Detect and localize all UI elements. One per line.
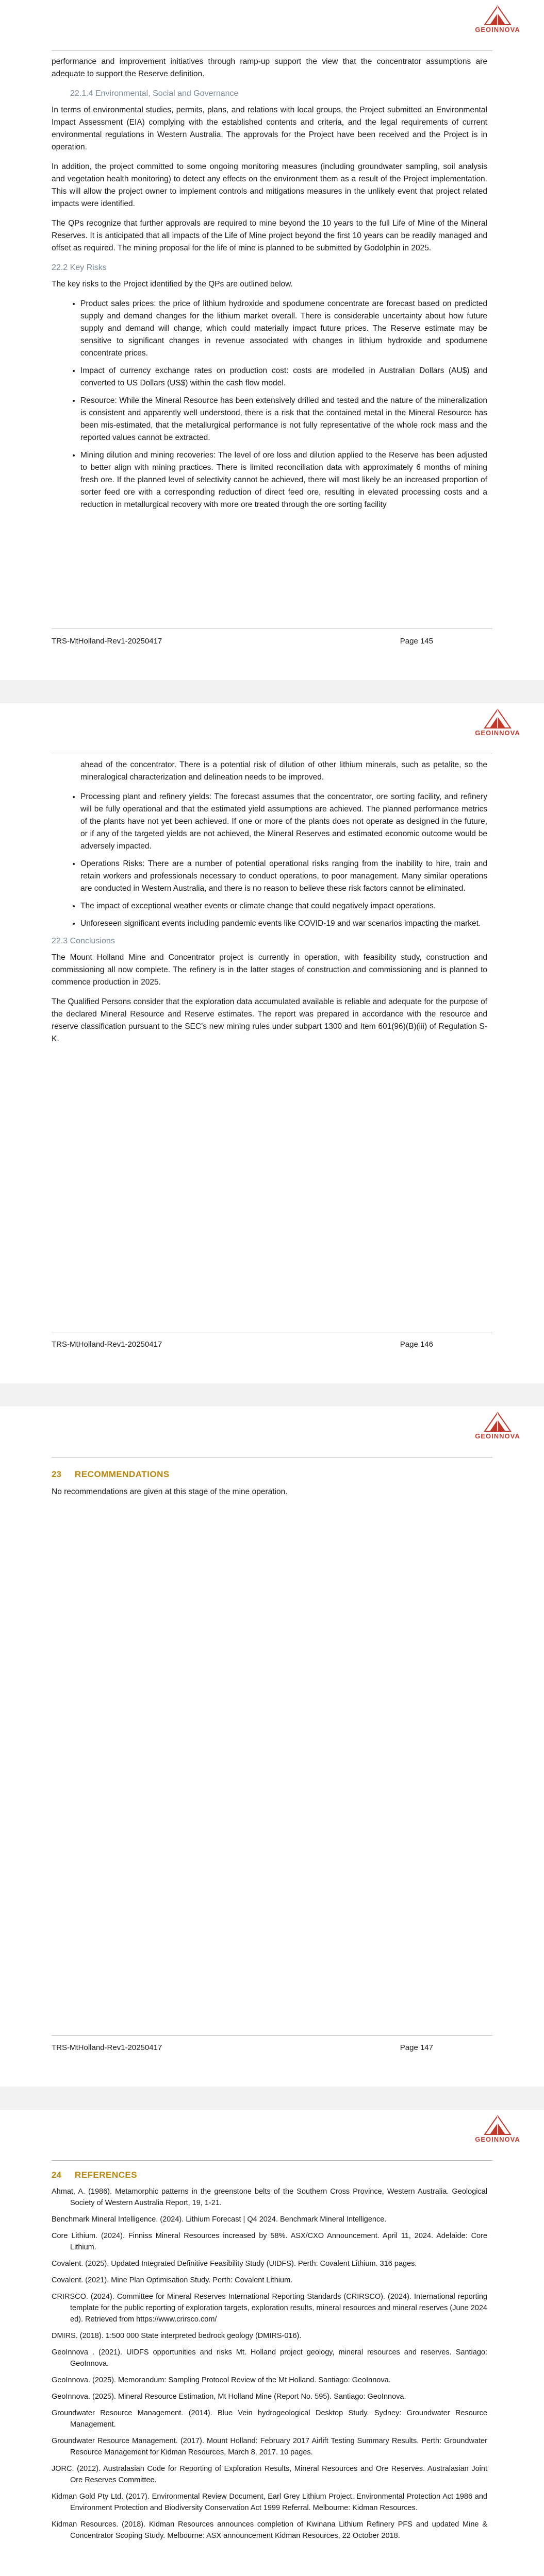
reference-item: Covalent. (2021). Mine Plan Optimisation Study. Perth: Covalent Lithium. [52,2276,293,2284]
paragraph: The Mount Holland Mine and Concentrator project is currently in operation, with feasibility study, construction and commissioning all now complete. The refinery is in the latter stages of construction and commissioning and is planned to commence production in 2025. [52,953,487,987]
page-145 [0,0,544,680]
page-content [52,1468,487,1505]
subsection-heading-22-3: 22.3 Conclusions [52,937,115,945]
intro-paragraph: performance and improvement initiatives through ramp-up support the view that the concentrator assumptions are adequate to support the Reserve definition. [52,57,487,78]
paragraph: In terms of environmental studies, permits, plans, and relations with local groups, the Project submitted an Environmental Impact Assessment (EIA) complying with the established contents and criteria, and the legal requirements of current environmental regulations in Western Australia. The approvals for the Project have been received and the Project is in operation. [52,106,487,151]
list-item: • Product sales prices: the price of lithium hydroxide and spodumene concentrate are forecast based on predicted supply and demand changes for the lithium market overall. There is considerable uncertainty about how future supply and demand will change, which could materially impact future prices. The Reserve estimate may be sensitive to significant changes in revenue associated with changes in lithium hydroxide and spodumene concentrate prices. [80,298,487,360]
list-item: • Resource: While the Mineral Resource has been extensively drilled and tested and the nature of the mineralization is consistent and apparently well understood, there is a risk that the contained metal in the Mineral Resource has been mis-estimated, that the metallurgical performance is not fully representative of the whole rock mass and the reported values cannot be extracted. [80,395,487,444]
header-rule [52,2160,492,2161]
reference-item: Groundwater Resource Management. (2017). Mount Holland: February 2017 Airlift Testing Summary Results. Perth: Groundwater Resource Management for Kidman Resources, March 8, 2017. 10 pages. [52,2437,487,2456]
list-item: • Unforeseen significant events including pandemic events like COVID-19 and war scenarios impacting the market. [80,918,487,930]
reference-item: Covalent. (2025). Updated Integrated Definitive Feasibility Study (UIDFS). Perth: Covalent Lithium. 316 pages. [52,2260,417,2268]
geoinnova-mark-icon [482,4,513,26]
footer-doc-id: TRS-MtHolland-Rev1-20250417 [52,637,162,646]
reference-item: Core Lithium. (2024). Finniss Mineral Resources increased by 58%. ASX/CXO Announcement. April 11, 2024. Adelaide: Core Lithium. [52,2232,487,2251]
reference-item: GeoInnova. (2025). Mineral Resource Estimation, Mt Holland Mine (Report No. 595). Santiago: GeoInnova. [52,2393,406,2401]
logo-text: GEOINNOVA [475,2136,520,2143]
page-content [52,759,487,1053]
reference-item: Ahmat, A. (1986). Metamorphic patterns in the greenstone belts of the Southern Cross Province, Western Australia. Geological Society of Western Australia Report, 19, 1-21. [52,2188,487,2207]
risk-list [52,791,487,930]
list-item: • Processing plant and refinery yields: The forecast assumes that the concentrator, ore sorting facility, and refinery will be fully operational and that the estimated yield assumptions are achieved. The planned performance metrics of the plants have not yet been achieved. If one or more of the plants does not operate as designed in the future, or if any of the targeted yields are not achieved, the Mineral Reserves and estimated economic outcome would be adversely impacted. [80,791,487,853]
geoinnova-mark-icon [482,707,513,729]
section-title: RECOMMENDATIONS [74,1469,170,1479]
geoinnova-logo [467,1411,529,1452]
footer-doc-id: TRS-MtHolland-Rev1-20250417 [52,1340,162,1349]
paragraph: In addition, the project committed to some ongoing monitoring measures (including groundwater sampling, soil analysis and vegetation health monitoring) to detect any effects on the environment them as a result of the Project implementation. This will allow the project owner to implement controls and mitigations measures in the unlikely event that project related impacts were identified. [52,162,487,208]
logo-text: GEOINNOVA [475,26,520,33]
paragraph: The Qualified Persons consider that the exploration data accumulated available is reliable and adequate for the purpose of the declared Mineral Resource and Reserve estimates. The report was prepared in accordance with the resource and reserve classification pursuant to the SEC’s new mining rules under subpart 1300 and Item 601(96)(B)(iii) of Regulation S-K. [52,997,487,1043]
logo-text: GEOINNOVA [475,1432,520,1440]
section-heading-23 [52,1468,487,1481]
geoinnova-mark-icon [482,1411,513,1432]
reference-item: JORC. (2012). Australasian Code for Reporting of Exploration Results, Mineral Resources and Ore Reserves. Australasian Joint Ore Reserves Committee. [52,2465,487,2484]
geoinnova-mark-icon [482,2114,513,2136]
page-148 [0,2110,544,2576]
reference-item: Kidman Resources. (2018). Kidman Resources announces completion of Kwinana Lithium Refinery PFS and updated Mine & Concentrator Scoping Study. Melbourne: ASX announcement Kidman Resources, 22 October 2018. [52,2520,487,2540]
subsection-heading-22-2: 22.2 Key Risks [52,263,107,272]
continued-bullet-text: ahead of the concentrator. There is a potential risk of dilution of other lithium minerals, such as petalite, so the mineralogical characterization and delineation needs to be improved. [80,760,487,782]
footer-page-number: Page 146 [400,1340,433,1349]
page-146 [0,703,544,1383]
list-item: • Impact of currency exchange rates on production cost: costs are modelled in Australian Dollars (AU$) and converted to US Dollars (US$) within the cash flow model. [80,365,487,389]
reference-item: GeoInnova . (2021). UIDFS opportunities and risks Mt. Holland project geology, mineral resources and reserves. Santiago: GeoInnova. [52,2348,487,2368]
page-content [52,2170,487,2547]
paragraph: The key risks to the Project identified by the QPs are outlined below. [52,280,293,289]
footer-doc-id: TRS-MtHolland-Rev1-20250417 [52,2043,162,2052]
reference-item: CRIRSCO. (2024). Committee for Mineral Reserves International Reporting Standards (CRIRSCO). (2024). International reporting template for the public reporting of exploration targets, exploration results, mineral resources and mineral reserves (June 2024 ed). Retrieved from https://www.crirsco.com/ [52,2293,487,2324]
footer-page-number: Page 145 [400,637,433,646]
reference-item: Kidman Gold Pty Ltd. (2017). Environmental Review Document, Earl Grey Lithium Project. Environmental Protection Act 1986 and Environment Protection and Biodiversity Conservation Act 1999 Referral. Melbourne: Kidman Resources. [52,2493,487,2512]
list-item: • Mining dilution and mining recoveries: The level of ore loss and dilution applied to the Reserve has been adjusted to better align with mining practices. There is limited reconciliation data with approximately 6 months of mining fresh ore. If the planned level of selectivity cannot be achieved, there will most likely be an increased proportion of sorter feed ore with a corresponding reduction of direct feed ore, resulting in elevated processing costs and a reduction in metallurgical recovery with more ore treated through the ore sorting facility [80,449,487,511]
page-147 [0,1406,544,2087]
paragraph: The QPs recognize that further approvals are required to mine beyond the 10 years to the full Life of Mine of the Mineral Reserves. It is anticipated that all impacts of the Life of Mine project beyond the first 10 years can be readily managed and offset as required. The mining proposal for the life of mine is planned to be submitted by Godolphin in 2025. [52,219,487,252]
risk-list [52,298,487,511]
logo-text: GEOINNOVA [475,729,520,737]
reference-item: Benchmark Mineral Intelligence. (2024). Lithium Forecast | Q4 2024. Benchmark Mineral Intelligence. [52,2215,387,2224]
header-rule [52,1457,492,1458]
paragraph: No recommendations are given at this stage of the mine operation. [52,1487,288,1496]
geoinnova-logo [467,4,529,45]
section-heading-24 [52,2170,487,2181]
list-item: • Operations Risks: There are a number of potential operational risks ranging from the inability to hire, train and retain workers and professionals necessary to conduct operations, to poor management. Many similar operations are conducted in Western Australia, and there is no reason to believe these risk factors cannot be eliminated. [80,858,487,895]
section-title: REFERENCES [74,2170,138,2180]
header-rule [52,50,492,51]
reference-item: Groundwater Resource Management. (2014). Blue Vein hydrogeological Desktop Study. Sydney: Groundwater Resource Management. [52,2409,487,2429]
reference-item: DMIRS. (2018). 1:500 000 State interpreted bedrock geology (DMIRS-016). [52,2332,302,2340]
geoinnova-logo [467,707,529,749]
geoinnova-logo [467,2114,529,2155]
page-content [52,56,487,516]
footer-page-number: Page 147 [400,2043,433,2052]
reference-item: GeoInnova. (2025). Memorandum: Sampling Protocol Review of the Mt Holland. Santiago: GeoInnova. [52,2376,391,2384]
list-item: • The impact of exceptional weather events or climate change that could negatively impact operations. [80,900,487,912]
section-number: 24 [52,2170,61,2180]
section-number: 23 [52,1469,61,1479]
subsection-heading-22-1-4: 22.1.4 Environmental, Social and Governance [70,89,239,98]
footer-rule [52,2035,492,2036]
